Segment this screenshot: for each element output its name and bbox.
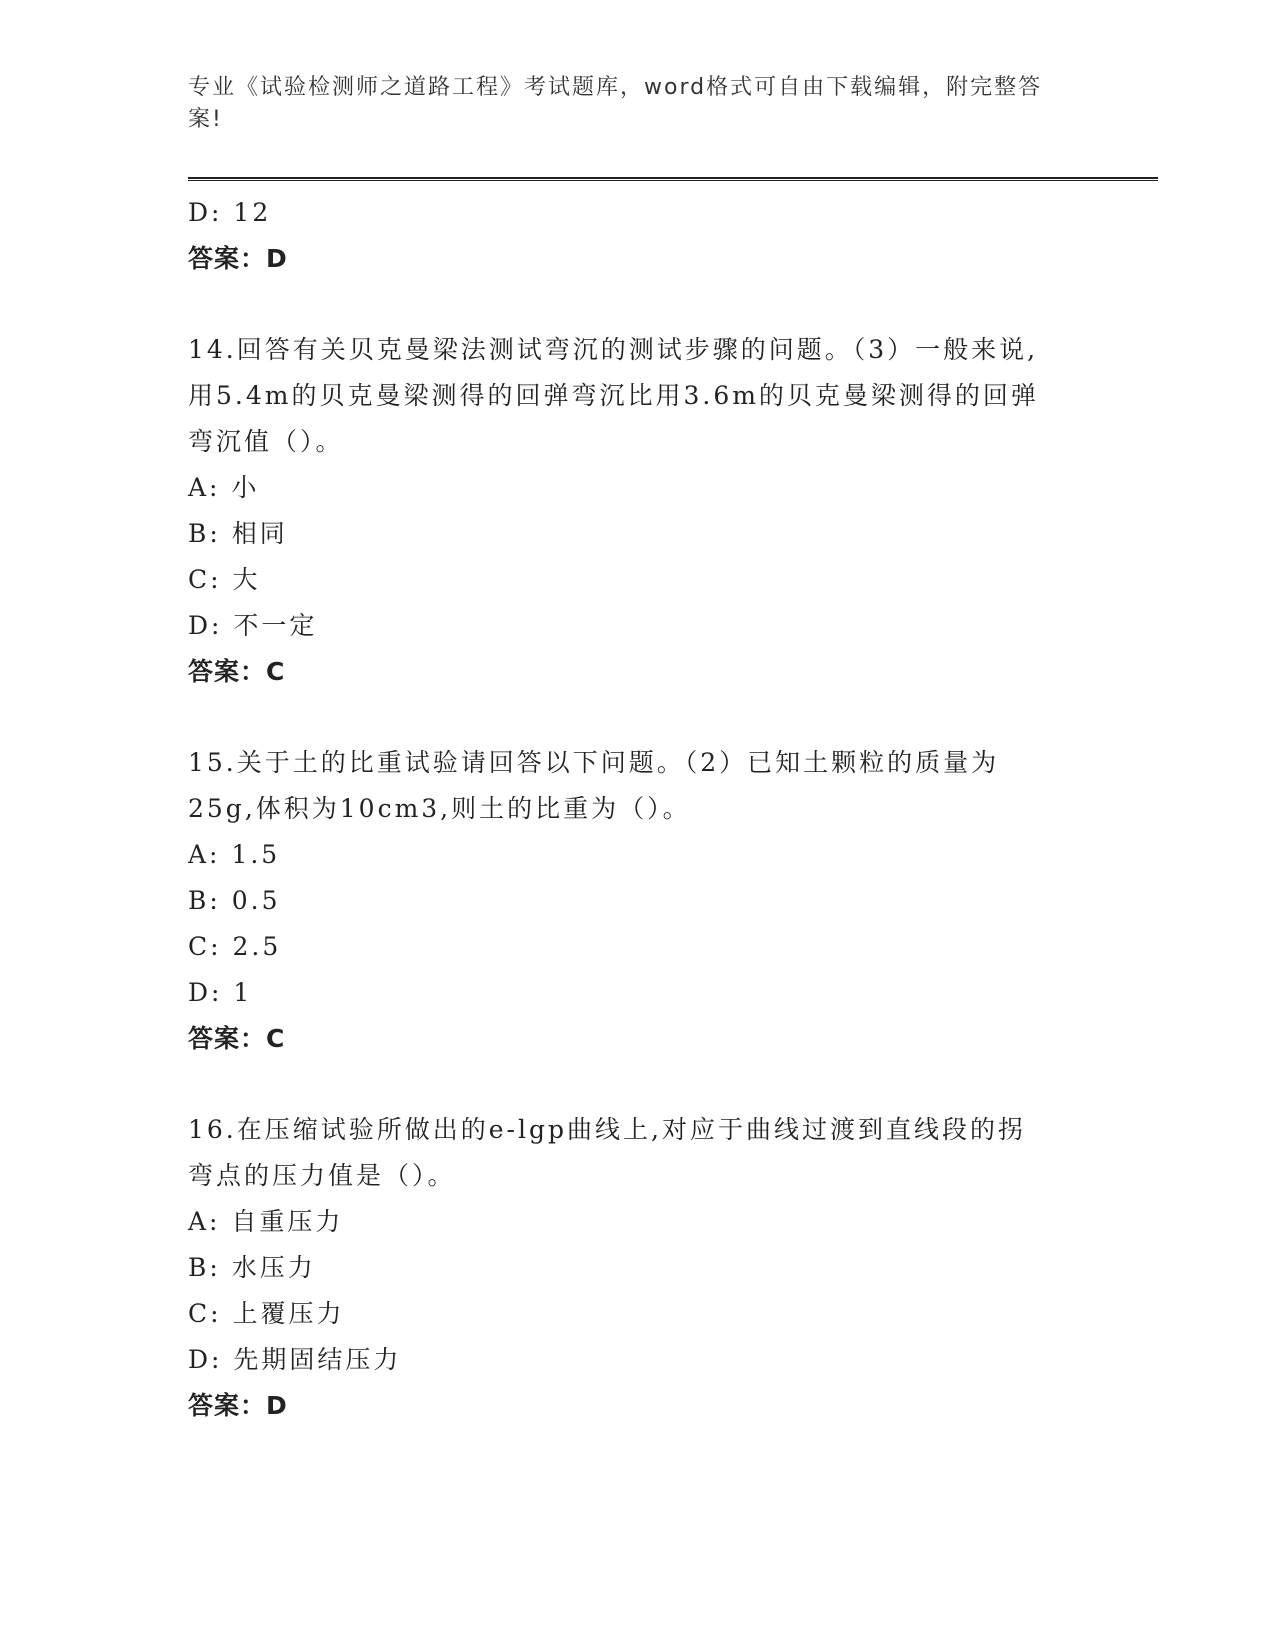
answer-line: 答案：C <box>188 1024 286 1053</box>
header-divider <box>188 177 1158 181</box>
answer-line: 答案：C <box>188 657 286 686</box>
question-16 <box>188 1107 1088 1429</box>
answer-line: 答案：D <box>188 244 288 273</box>
option-b: B: 相同 <box>188 519 288 548</box>
question-15 <box>188 740 1088 1062</box>
spacer <box>188 695 1088 740</box>
header-line-2: 案! <box>188 107 223 132</box>
option-c: C: 2.5 <box>188 932 282 961</box>
option-a: A: 1.5 <box>188 840 281 869</box>
answer-line: 答案：D <box>188 1391 288 1420</box>
question-content <box>188 190 1088 1429</box>
page-header <box>188 72 1068 136</box>
spacer <box>188 282 1088 327</box>
question-text-line: 弯沉值（）。 <box>188 427 344 456</box>
option-d: D: 不一定 <box>188 611 318 640</box>
question-text-line: 用5.4m的贝克曼梁测得的回弹弯沉比用3.6m的贝克曼梁测得的回弹 <box>188 381 1039 410</box>
option-b: B: 水压力 <box>188 1253 316 1282</box>
option-d: D: 先期固结压力 <box>188 1345 402 1374</box>
question-text-line: 15.关于土的比重试验请回答以下问题。（2）已知土颗粒的质量为 <box>188 748 1000 777</box>
question-text-line: 16.在压缩试验所做出的e-lgp曲线上,对应于曲线过渡到直线段的拐 <box>188 1115 1026 1144</box>
question-text-line: 14.回答有关贝克曼梁法测试弯沉的测试步骤的问题。（3）一般来说, <box>188 335 1039 364</box>
question-text-line: 弯点的压力值是（）。 <box>188 1161 456 1190</box>
spacer <box>188 1062 1088 1107</box>
question-text-line: 25g,体积为10cm3,则土的比重为（）。 <box>188 794 691 823</box>
option-a: A: 小 <box>188 473 260 502</box>
option-d: D: 1 <box>188 978 253 1007</box>
option-d: D: 12 <box>188 198 272 227</box>
header-line-1: 专业《试验检测师之道路工程》考试题库，word格式可自由下载编辑，附完整答 <box>188 75 1043 100</box>
option-c: C: 上覆压力 <box>188 1299 345 1328</box>
option-b: B: 0.5 <box>188 886 281 915</box>
question-14 <box>188 327 1088 695</box>
option-a: A: 自重压力 <box>188 1207 344 1236</box>
option-c: C: 大 <box>188 565 261 594</box>
